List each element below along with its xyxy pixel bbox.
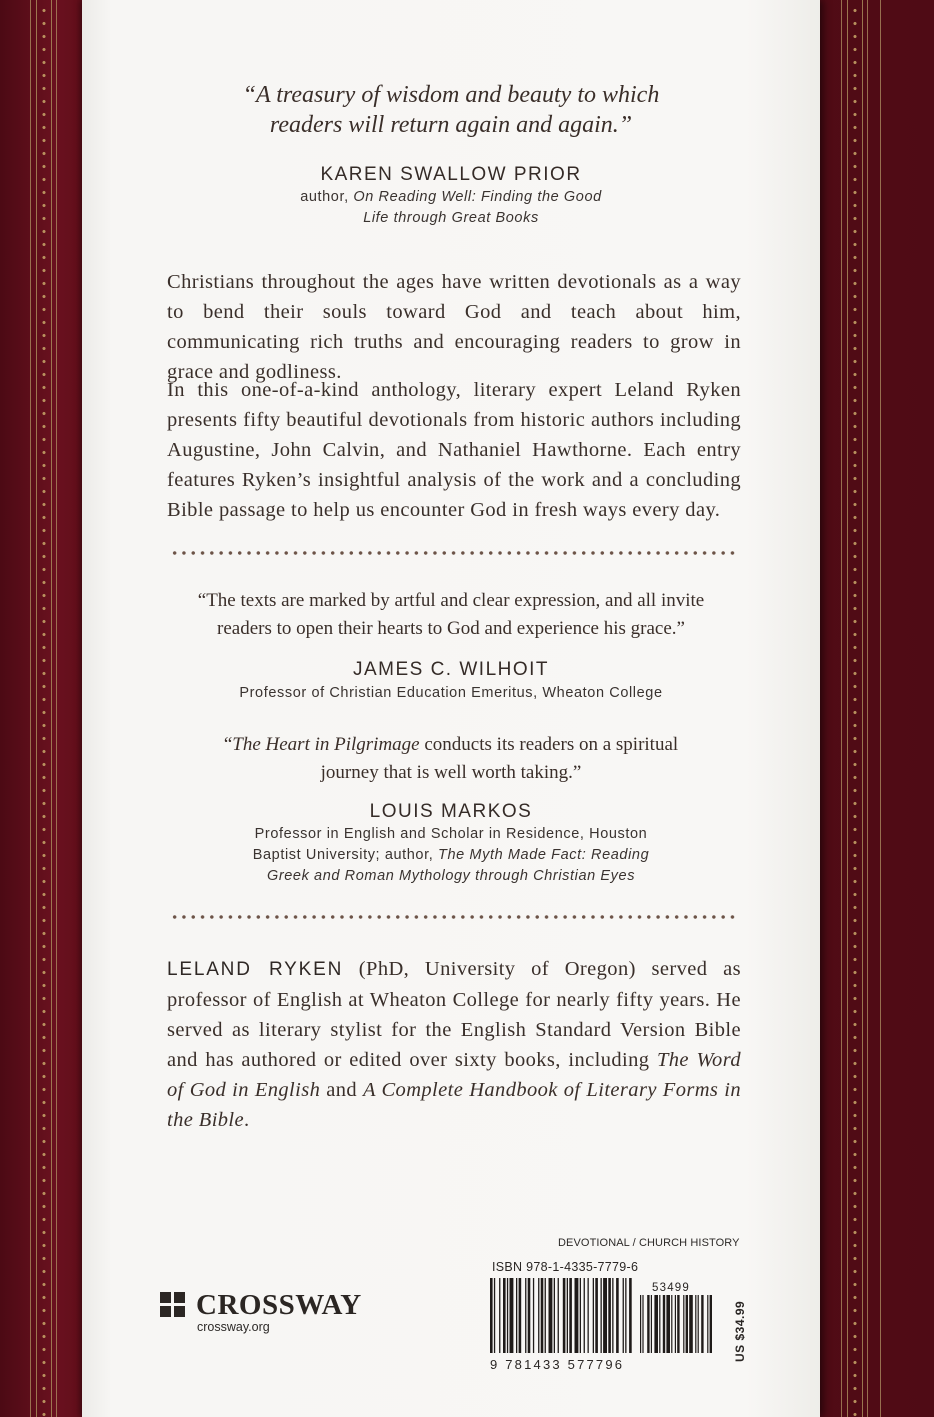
barcode-bar — [569, 1278, 572, 1353]
publisher-name: CROSSWAY — [196, 1288, 362, 1321]
barcode-bar — [601, 1278, 602, 1353]
left-gold-rule — [30, 0, 31, 1417]
barcode-bar — [519, 1278, 522, 1353]
publisher-logo — [160, 1285, 362, 1325]
barcode-bar — [549, 1278, 553, 1353]
addon-barcode-bar — [642, 1295, 643, 1353]
quote-3-line-2: journey that is well worth taking.” — [320, 762, 582, 783]
barcode-bar — [541, 1278, 544, 1353]
book-category: DEVOTIONAL / CHURCH HISTORY — [558, 1237, 740, 1249]
dotted-divider-2 — [170, 914, 736, 920]
barcode-bar — [538, 1278, 539, 1353]
barcode-bar — [510, 1278, 514, 1353]
barcode-bar — [625, 1278, 626, 1353]
addon-barcode-bar — [654, 1295, 658, 1353]
addon-barcode-bar — [677, 1295, 679, 1353]
barcode-bar — [595, 1278, 598, 1353]
endorser-role-3-title-a: The Myth Made Fact: Reading — [438, 847, 650, 863]
endorser-name-1: KAREN SWALLOW PRIOR — [320, 164, 582, 185]
addon-barcode-bar — [647, 1295, 649, 1353]
addon-barcode-bar — [710, 1295, 712, 1353]
addon-barcode-bar — [707, 1295, 708, 1353]
isbn-number: ISBN 978-1-4335-7779-6 — [492, 1260, 639, 1274]
addon-barcode-bar — [651, 1295, 652, 1353]
barcode-bar — [503, 1278, 506, 1353]
barcode-digits: 9 781433 577796 — [490, 1357, 625, 1372]
author-bio-text-3: . — [244, 1109, 250, 1131]
addon-barcode-bar — [640, 1295, 641, 1353]
barcode-bar — [623, 1278, 624, 1353]
endorsement-quote-2 — [82, 587, 820, 643]
barcode-bar — [507, 1278, 508, 1353]
endorser-name-3: LOUIS MARKOS — [369, 801, 533, 822]
addon-barcode-bar — [686, 1295, 688, 1353]
endorser-name-2: JAMES C. WILHOIT — [352, 659, 550, 680]
endorser-role-3-title-b: Greek and Roman Mythology through Christian Eyes — [266, 868, 636, 884]
barcode-bar — [584, 1278, 585, 1353]
barcode-bar — [588, 1278, 589, 1353]
barcode-bar — [545, 1278, 546, 1353]
barcode-bar — [490, 1278, 493, 1353]
right-gold-rule-outer — [880, 0, 881, 1417]
description-paragraph-1: Christians throughout the ages have written devotionals as a way to bend their souls toward God and teach about him, communicating rich truths and encouraging readers to grow in grace and godliness. — [167, 271, 741, 383]
barcode-bar — [608, 1278, 611, 1353]
endorser-role-1-title-a: On Reading Well: Finding the Good — [353, 189, 602, 205]
barcode-bar — [616, 1278, 619, 1353]
barcode-bar — [554, 1278, 555, 1353]
right-gold-rule-inner — [867, 0, 868, 1417]
addon-barcode-bar — [675, 1295, 676, 1353]
description-paragraph-2: In this one-of-a-kind anthology, literary expert Leland Ryken presents fifty beautiful devotionals from historic authors including Augustine, John Calvin, and Nathaniel Hawthorne. Each entry features Ryken’s insightful analysis of the work and a concluding Bible passage to help us encounter God in fresh ways every day. — [167, 379, 741, 521]
addon-barcode-bar — [698, 1295, 699, 1353]
quote-3-book-title: The Heart in Pilgrimage — [232, 734, 420, 755]
author-bio — [167, 954, 741, 1135]
author-bio-text-2: and — [320, 1079, 363, 1101]
endorser-role-1 — [82, 187, 820, 229]
barcode-bar — [593, 1278, 594, 1353]
quote-1-line-2: readers will return again and again.” — [269, 112, 633, 138]
barcode-bar — [603, 1278, 607, 1353]
barcode-bar — [525, 1278, 526, 1353]
right-gold-rule — [841, 0, 842, 1417]
author-bio-book-1: The Word of God in English — [167, 1049, 741, 1101]
addon-barcode-bar — [689, 1295, 693, 1353]
crossway-cross-icon — [160, 1292, 186, 1318]
addon-barcode-bar — [671, 1295, 672, 1353]
price-addon-digits: 53499 — [652, 1282, 690, 1294]
barcode-bar — [528, 1278, 531, 1353]
addon-barcode-bar — [701, 1295, 703, 1353]
barcode-bar — [563, 1278, 566, 1353]
barcode-bar — [494, 1278, 495, 1353]
barcode-bar — [629, 1278, 632, 1353]
quote-3-open: “ — [223, 734, 233, 755]
barcode-bar — [533, 1278, 534, 1353]
book-jacket-back — [82, 0, 820, 1417]
addon-barcode-bar — [683, 1295, 684, 1353]
endorser-role-3-line-1: Professor in English and Scholar in Residence, Houston — [254, 826, 648, 842]
barcode-bar — [580, 1278, 581, 1353]
addon-barcode-bar — [659, 1295, 660, 1353]
endorser-role-3 — [82, 824, 820, 887]
endorsement-quote-1 — [82, 80, 820, 140]
addon-barcode-bar — [666, 1295, 670, 1353]
barcode-bar — [567, 1278, 568, 1353]
quote-1-line-1: “A treasury of wisdom and beauty to which — [242, 82, 660, 108]
quote-2-line-1: “The texts are marked by artful and clear expression, and all invite — [197, 590, 705, 611]
addon-barcode-bar — [663, 1295, 665, 1353]
barcode-bar — [516, 1278, 517, 1353]
author-bio-name: LELAND RYKEN — [167, 959, 344, 980]
addon-barcode-bar — [695, 1295, 696, 1353]
right-gold-dotted-band — [847, 0, 863, 1417]
endorsement-quote-3 — [82, 731, 820, 787]
left-gold-rule-inner — [56, 0, 57, 1417]
left-gold-dotted-band — [36, 0, 52, 1417]
barcode-bar — [558, 1278, 559, 1353]
book-price: US $34.99 — [733, 1300, 747, 1362]
barcode-bar — [612, 1278, 613, 1353]
endorser-role-1-title-b: Life through Great Books — [363, 210, 539, 226]
author-bio-book-2: A Complete Handbook of Literary Forms in the Bible — [167, 1079, 741, 1131]
author-bio-text-1: (PhD, University of Oregon) served as professor of English at Wheaton College for nearly fifty years. He served as literary stylist for the English Standard Version Bible and has authored or edited over sixty books, including — [167, 958, 741, 1071]
endorser-role-2: Professor of Christian Education Emeritus, Wheaton College — [239, 685, 663, 701]
barcode-bar — [575, 1278, 579, 1353]
dotted-divider-1 — [170, 550, 736, 556]
publisher-url: crossway.org — [197, 1320, 270, 1334]
endorser-role-1-prefix: author, — [300, 189, 354, 205]
endorser-role-3-prefix: Baptist University; author, — [252, 847, 438, 863]
barcode-bar — [499, 1278, 500, 1353]
quote-2-line-2: readers to open their hearts to God and experience his grace.” — [217, 618, 685, 639]
quote-3-rest: conducts its readers on a spiritual — [419, 734, 679, 755]
